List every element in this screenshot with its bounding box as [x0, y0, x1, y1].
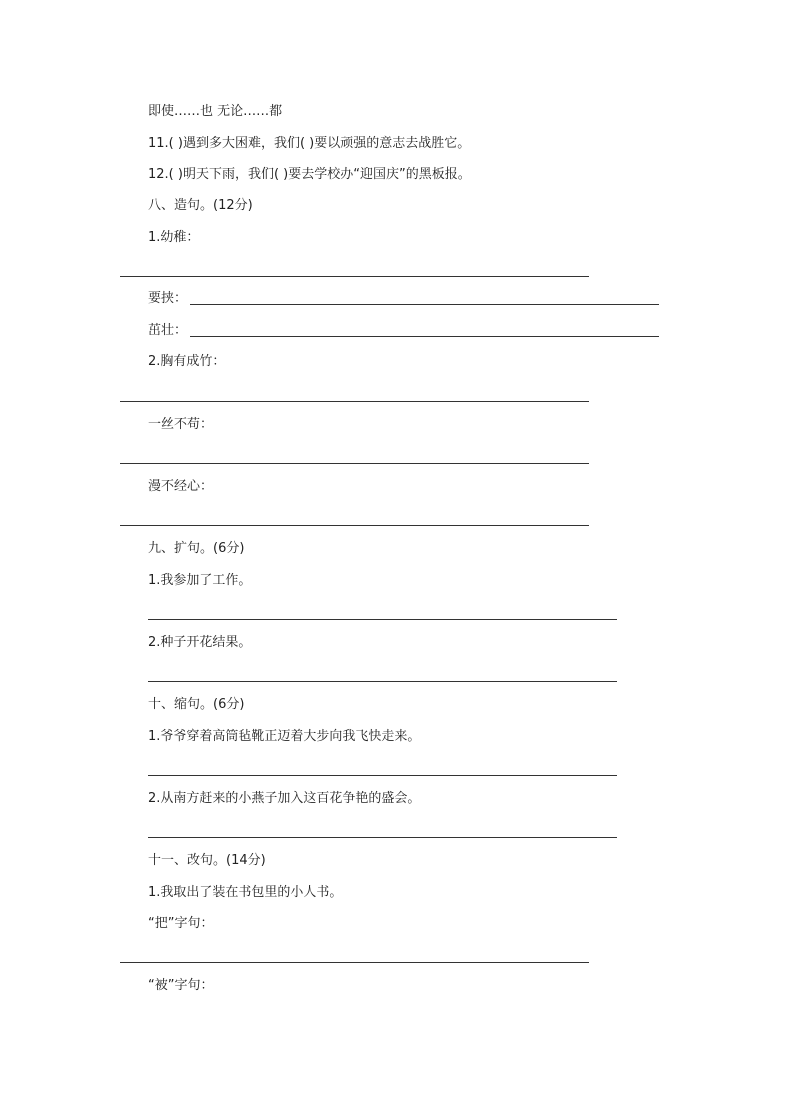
sentence-word-1: 1.幼稚： — [148, 230, 200, 245]
question-12: 12.( )明天下雨，我们( )要去学校办“迎国庆”的黑板报。 — [148, 167, 471, 182]
sentence-word-2: 2.胸有成竹： — [148, 354, 226, 369]
answer-line[interactable] — [120, 463, 589, 464]
shorten-question-2: 2.从南方赶来的小燕子加入这百花争艳的盛会。 — [148, 791, 421, 806]
answer-line[interactable] — [190, 336, 659, 337]
section-8-title: 八、造句。(12分) — [148, 198, 253, 213]
expand-question-2: 2.种子开花结果。 — [148, 635, 252, 650]
expand-question-1: 1.我参加了工作。 — [148, 573, 252, 588]
answer-line[interactable] — [148, 837, 617, 838]
rewrite-question-1: 1.我取出了装在书包里的小人书。 — [148, 885, 343, 900]
sentence-word-yisibugou: 一丝不苟： — [148, 417, 214, 432]
bei-sentence-label: “被”字句： — [148, 978, 214, 993]
answer-line[interactable] — [120, 401, 589, 402]
sentence-word-zhuozhuang: 茁壮： — [148, 323, 188, 338]
sentence-word-yaoxie: 要挟： — [148, 291, 188, 306]
sentence-word-manbujingxin: 漫不经心： — [148, 479, 214, 494]
section-9-title: 九、扩句。(6分) — [148, 541, 245, 556]
question-11: 11.( )遇到多大困难，我们( )要以顽强的意志去战胜它。 — [148, 136, 471, 151]
answer-line[interactable] — [120, 525, 589, 526]
connective-options: 即使……也 无论……都 — [148, 104, 283, 119]
answer-line[interactable] — [190, 304, 659, 305]
shorten-question-1: 1.爷爷穿着高筒毡靴正迈着大步向我飞快走来。 — [148, 729, 421, 744]
answer-line[interactable] — [148, 775, 617, 776]
section-11-title: 十一、改句。(14分) — [148, 853, 266, 868]
section-10-title: 十、缩句。(6分) — [148, 697, 245, 712]
answer-line[interactable] — [120, 962, 589, 963]
answer-line[interactable] — [148, 681, 617, 682]
ba-sentence-label: “把”字句： — [148, 916, 214, 931]
answer-line[interactable] — [148, 619, 617, 620]
answer-line[interactable] — [120, 276, 589, 277]
